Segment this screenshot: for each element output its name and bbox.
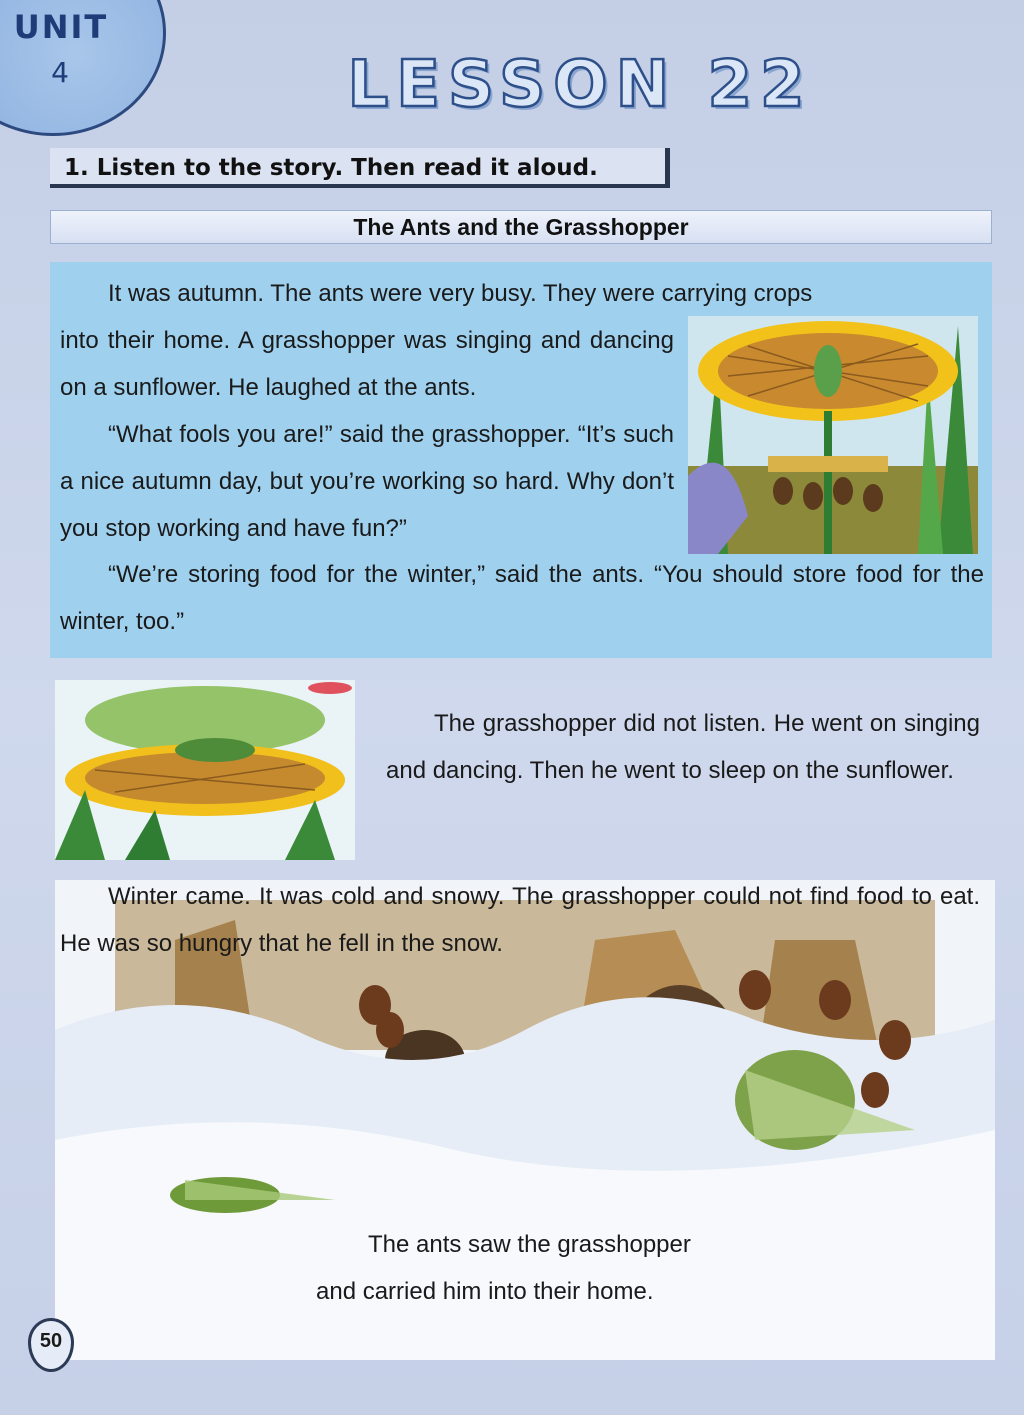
story-paragraph-3: “We’re storing food for the winter,” said the ants. “You should store food for the winter, too.”: [60, 561, 984, 635]
section-heading: 1. Listen to the story. Then read it aloud.: [50, 148, 670, 188]
grasshopper-on-sunflower-illustration: [688, 316, 978, 554]
unit-label: UNIT: [13, 8, 109, 46]
lesson-title: LESSON 22: [347, 48, 813, 122]
grasshopper-sleeping-sunflower-illustration: [55, 680, 355, 860]
story-paragraph-4: The grasshopper did not listen. He went on singing and dancing. Then he went to sleep on the sunflower.: [386, 710, 980, 784]
story-paragraph-1-rest: into their home. A grasshopper was singing and dancing on a sunflower. He laughed at the ants.: [60, 327, 674, 401]
story-paragraph-2: “What fools you are!” said the grasshopper. “It’s such a nice autumn day, but you’re working so hard. Why don’t you stop working and have fun?”: [60, 421, 674, 542]
story-title: The Ants and the Grasshopper: [50, 210, 992, 244]
unit-number: 4: [51, 56, 69, 89]
story-caption-line-1: The ants saw the grasshopper: [368, 1231, 691, 1258]
story-caption-line-2: and carried him into their home.: [316, 1278, 654, 1305]
page-number: 50: [39, 1330, 63, 1352]
story-paragraph-5: Winter came. It was cold and snowy. The grasshopper could not find food to eat. He was so hungry that he fell in the snow.: [60, 883, 980, 957]
story-paragraph-1-line-1: It was autumn. The ants were very busy. They were carrying crops: [108, 280, 813, 307]
